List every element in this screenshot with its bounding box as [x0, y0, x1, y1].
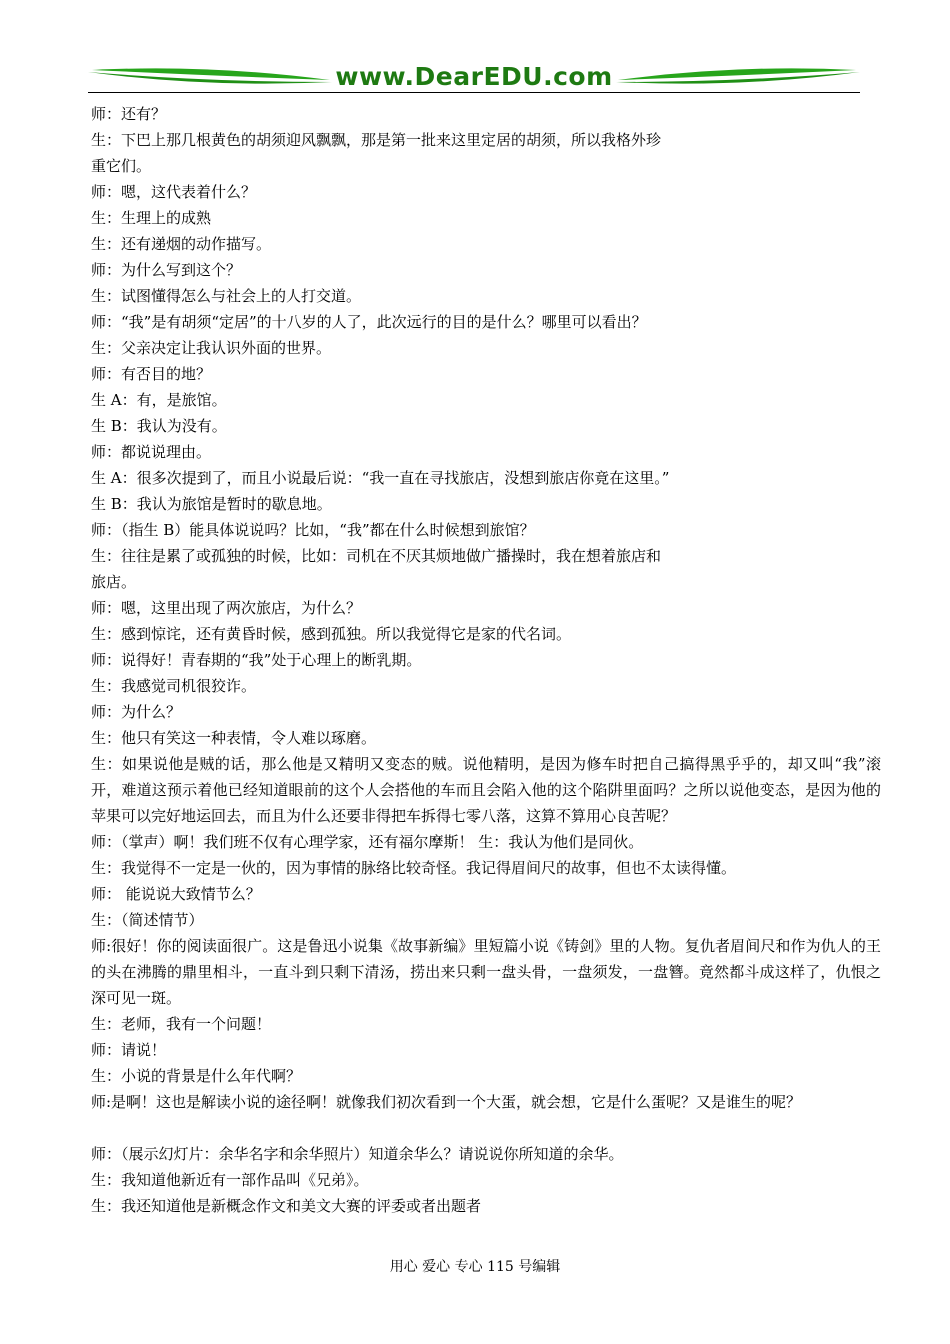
- dialogue-paragraph: 师:很好！你的阅读面很广。这是鲁迅小说集《故事新编》里短篇小说《铸剑》里的人物。复仇者眉间尺和作为仇人的王的头在沸腾的鼎里相斗，一直斗到只剩下清汤，捞出来只剩一盘头骨，一盘须发，一盘簪。竟然都斗成这样了，仇恨之深可见一斑。: [91, 937, 881, 1007]
- dialogue-line: 重它们。: [91, 157, 152, 175]
- dialogue-line: 生：小说的背景是什么年代啊？: [91, 1067, 302, 1085]
- dialogue-line: 师：还有？: [91, 105, 167, 123]
- dialogue-line: 生：（简述情节）: [91, 911, 204, 929]
- dialogue-line: 师：为什么？: [91, 703, 182, 721]
- dialogue-line: 师： 能说说大致情节么？: [91, 885, 261, 903]
- dialogue-line: 师：嗯，这代表着什么？: [91, 183, 257, 201]
- dialogue-line: 生：我知道他新近有一部作品叫《兄弟》。: [91, 1171, 369, 1189]
- dialogue-line: 师：“我”是有胡须“定居”的十八岁的人了，此次远行的目的是什么？哪里可以看出？: [91, 313, 647, 331]
- dialogue-line: 师:是啊！这也是解读小说的途径啊！就像我们初次看到一个大蛋，就会想，它是什么蛋呢？又是谁生的呢？: [91, 1093, 802, 1111]
- dialogue-line: 师：请说！: [91, 1041, 167, 1059]
- dialogue-line: 生：生理上的成熟: [91, 209, 212, 227]
- dialogue-line: 生 A：很多次提到了，而且小说最后说：“我一直在寻找旅店，没想到旅店你竟在这里。”: [91, 469, 670, 487]
- dialogue-line: 生：我还知道他是新概念作文和美文大赛的评委或者出题者: [91, 1197, 482, 1215]
- dialogue-line: 生：下巴上那几根黄色的胡须迎风飘飘，那是第一批来这里定居的胡须，所以我格外珍: [91, 131, 662, 149]
- dialogue-line: 生 B：我认为旅馆是暂时的歇息地。: [91, 495, 332, 513]
- document-body: [91, 101, 881, 1219]
- dialogue-line: 生：我感觉司机很狡诈。: [91, 677, 257, 695]
- dialogue-line: 师：有否目的地？: [91, 365, 212, 383]
- dialogue-paragraph: 生：如果说他是贼的话，那么他是又精明又变态的贼。说他精明，是因为修车时把自己搞得黑乎乎的，却又叫“我”滚开，难道这预示着他已经知道眼前的这个人会搭他的车而且会陷入他的这个陷阱里面吗？之所以说他变态，是因为他的苹果可以完好地运回去，而且为什么还要非得把车拆得七零八落，这算不算用心良苦呢？: [91, 755, 881, 825]
- dialogue-line: 师：都说说理由。: [91, 443, 212, 461]
- dialogue-line: 师：嗯，这里出现了两次旅店，为什么？: [91, 599, 362, 617]
- dialogue-line: 生：往往是累了或孤独的时候，比如：司机在不厌其烦地做广播操时，我在想着旅店和: [91, 547, 662, 565]
- dialogue-line: 生：老师，我有一个问题！: [91, 1015, 272, 1033]
- page-footer: 用心 爱心 专心 115 号编辑: [389, 1259, 561, 1275]
- dialogue-line: 生：感到惊诧，还有黄昏时候，感到孤独。所以我觉得它是家的代名词。: [91, 625, 572, 643]
- dialogue-line: 生：我觉得不一定是一伙的，因为事情的脉络比较奇怪。我记得眉间尺的故事，但也不太读得懂。: [91, 859, 737, 877]
- dialogue-line: 师：（展示幻灯片：余华名字和余华照片）知道余华么？请说说你所知道的余华。: [91, 1145, 624, 1163]
- dialogue-line: 生：还有递烟的动作描写。: [91, 235, 272, 253]
- dialogue-line: 师：（掌声）啊！我们班不仅有心理学家，还有福尔摩斯！ 生：我认为他们是同伙。: [91, 833, 644, 851]
- header-rule: [88, 92, 860, 93]
- dialogue-line: 生：他只有笑这一种表情，令人难以琢磨。: [91, 729, 377, 747]
- dialogue-line: 师：说得好！青春期的“我”处于心理上的断乳期。: [91, 651, 422, 669]
- dialogue-line: 生：试图懂得怎么与社会上的人打交道。: [91, 287, 362, 305]
- dialogue-line: 生 B：我认为没有。: [91, 417, 227, 435]
- blank-line: [91, 1115, 881, 1141]
- dialogue-line: 生 A：有，是旅馆。: [91, 391, 227, 409]
- dialogue-line: 师：为什么写到这个？: [91, 261, 242, 279]
- dialogue-line: 旅店。: [91, 573, 137, 591]
- dialogue-line: 生：父亲决定让我认识外面的世界。: [91, 339, 332, 357]
- site-logo-text[interactable]: www.DearEDU.com: [335, 62, 613, 91]
- dialogue-line: 师：（指生 B）能具体说说吗？比如，“我”都在什么时候想到旅馆？: [91, 521, 535, 539]
